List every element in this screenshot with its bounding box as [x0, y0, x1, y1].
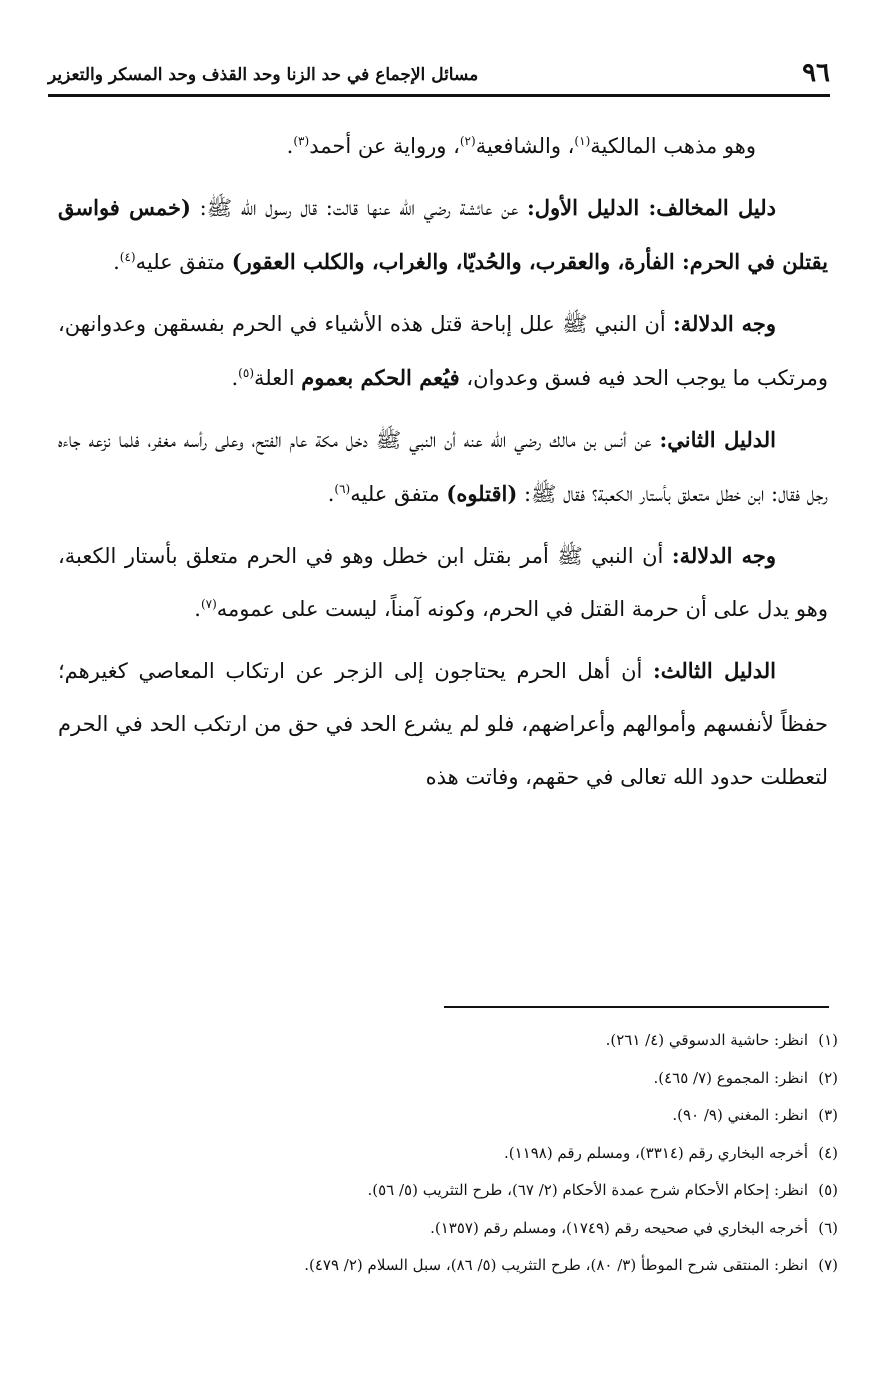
footnote-item: [58, 1210, 838, 1248]
page-header: [48, 48, 830, 92]
hadith-quote: (خمس فواسق يقتلن في الحرم: الفأرة، والعقرب، والحُديّا، والغراب، والكلب العقور): [58, 195, 828, 274]
footnote-text: انظر: المنتقى شرح الموطأ (٣/ ٨٠)، طرح التثريب (٥/ ٨٦)، سبل السلام (٢/ ٤٧٩).: [304, 1256, 808, 1274]
text-run: .: [231, 366, 239, 390]
footnote-text: انظر: حاشية الدسوقي (٤/ ٢٦١).: [605, 1031, 808, 1049]
section-label: وجه الدلالة:: [671, 543, 776, 568]
paragraph-madhhab: [58, 120, 828, 173]
footnote-number: (٣): [818, 1106, 838, 1124]
text-run: أن النبي ﷺ علل إباحة قتل هذه الأشياء في الحرم بفسقهن وعدوانهن، ومرتكب ما يوجب الحد فيه فسق وعدوان،: [58, 312, 828, 390]
footnote-item: [58, 1135, 838, 1173]
section-label: الدليل الثالث:: [653, 658, 776, 683]
footnote-ref-4[interactable]: (٤): [119, 250, 136, 264]
text-run: .: [286, 134, 294, 158]
paragraph-second-evidence: [58, 413, 828, 521]
paragraph-first-evidence: [58, 181, 828, 289]
footnote-ref-1[interactable]: (١): [574, 134, 591, 148]
footnote-number: (٥): [818, 1181, 838, 1199]
bold-phrase: فيُعم الحكم بعموم: [301, 365, 460, 390]
footnote-ref-6[interactable]: (٦): [334, 482, 351, 496]
text-run: أن النبي ﷺ أمر بقتل ابن خطل وهو في الحرم متعلق بأستار الكعبة، وهو يدل على أن حرمة القتل في الحرم، وكونه آمناً، ليست على عمومه: [58, 544, 828, 621]
footnote-text: انظر: المغني (٩/ ٩٠).: [672, 1106, 808, 1124]
footnote-item: [58, 1022, 838, 1060]
footnotes: [58, 1022, 838, 1285]
header-rule: [48, 94, 830, 97]
footnote-item: [58, 1172, 838, 1210]
footnote-ref-7[interactable]: (٧): [200, 597, 217, 611]
text-run: العلة: [254, 366, 302, 390]
text-run: ، ورواية عن أحمد: [309, 134, 460, 158]
text-run: متفق عليه: [350, 482, 447, 506]
hadith-quote: (اقتلوه): [446, 481, 518, 506]
footnote-ref-5[interactable]: (٥): [238, 366, 254, 380]
main-text: [58, 120, 828, 812]
text-run: أن أهل الحرم يحتاجون إلى الزجر عن ارتكاب المعاصي كغيرهم؛ حفظاً لأنفسهم وأموالهم وأعراضهم، فلو لم يشرع الحد في حق من ارتكب الحد في الحرم لتعطلت حدود الله تعالى في حقهم، وفاتت هذه: [58, 659, 828, 789]
footnote-separator: [444, 1006, 829, 1008]
text-run: وهو مذهب المالكية: [590, 134, 756, 158]
footnote-item: [58, 1060, 838, 1098]
text-run: .: [113, 250, 120, 274]
text-run: .: [327, 482, 335, 506]
section-label: وجه الدلالة:: [673, 311, 776, 336]
text-run: متفق عليه: [135, 250, 232, 274]
footnote-ref-3[interactable]: (٣): [293, 134, 310, 148]
footnote-number: (٧): [818, 1256, 838, 1274]
footnote-item: [58, 1247, 838, 1285]
text-run: عن عائشة رضي الله عنها قالت: قال رسول الله ﷺ:: [190, 196, 527, 220]
footnote-number: (٤): [818, 1143, 838, 1162]
footnote-text: أخرجه البخاري في صحيحه رقم (١٧٤٩)، ومسلم رقم (١٣٥٧).: [430, 1218, 808, 1237]
section-label: الدليل الثاني:: [659, 427, 776, 452]
footnote-item: [58, 1097, 838, 1135]
footnote-text: أخرجه البخاري رقم (٣٣١٤)، ومسلم رقم (١١٩٨).: [503, 1143, 808, 1162]
page-number: ٩٦: [802, 58, 830, 88]
section-label: دليل المخالف: الدليل الأول:: [526, 195, 776, 220]
text-run: ، والشافعية: [475, 134, 575, 158]
paragraph-second-indication: [58, 529, 828, 636]
footnote-ref-2[interactable]: (٢): [459, 134, 476, 148]
paragraph-first-indication: [58, 297, 828, 405]
footnote-text: انظر: إحكام الأحكام شرح عمدة الأحكام (٢/ ٦٧)، طرح التثريب (٥/ ٥٦).: [367, 1181, 808, 1199]
text-run: .: [194, 597, 201, 621]
running-title: مسائل الإجماع في حد الزنا وحد القذف وحد المسكر والتعزير: [48, 65, 479, 85]
paragraph-third-evidence: [58, 644, 828, 804]
footnote-number: (٦): [818, 1218, 838, 1237]
footnote-number: (١): [818, 1031, 838, 1049]
footnote-text: انظر: المجموع (٧/ ٤٦٥).: [653, 1068, 808, 1087]
footnote-number: (٢): [818, 1068, 838, 1087]
text-run: عن أنس بن مالك رضي الله عنه أن النبي ﷺ دخل مكة عام الفتح، وعلى رأسه مغفر، فلما نزعه جاءه رجل فقال: ابن خطل متعلق بأستار الكعبة؟ فقال ﷺ:: [58, 428, 828, 506]
